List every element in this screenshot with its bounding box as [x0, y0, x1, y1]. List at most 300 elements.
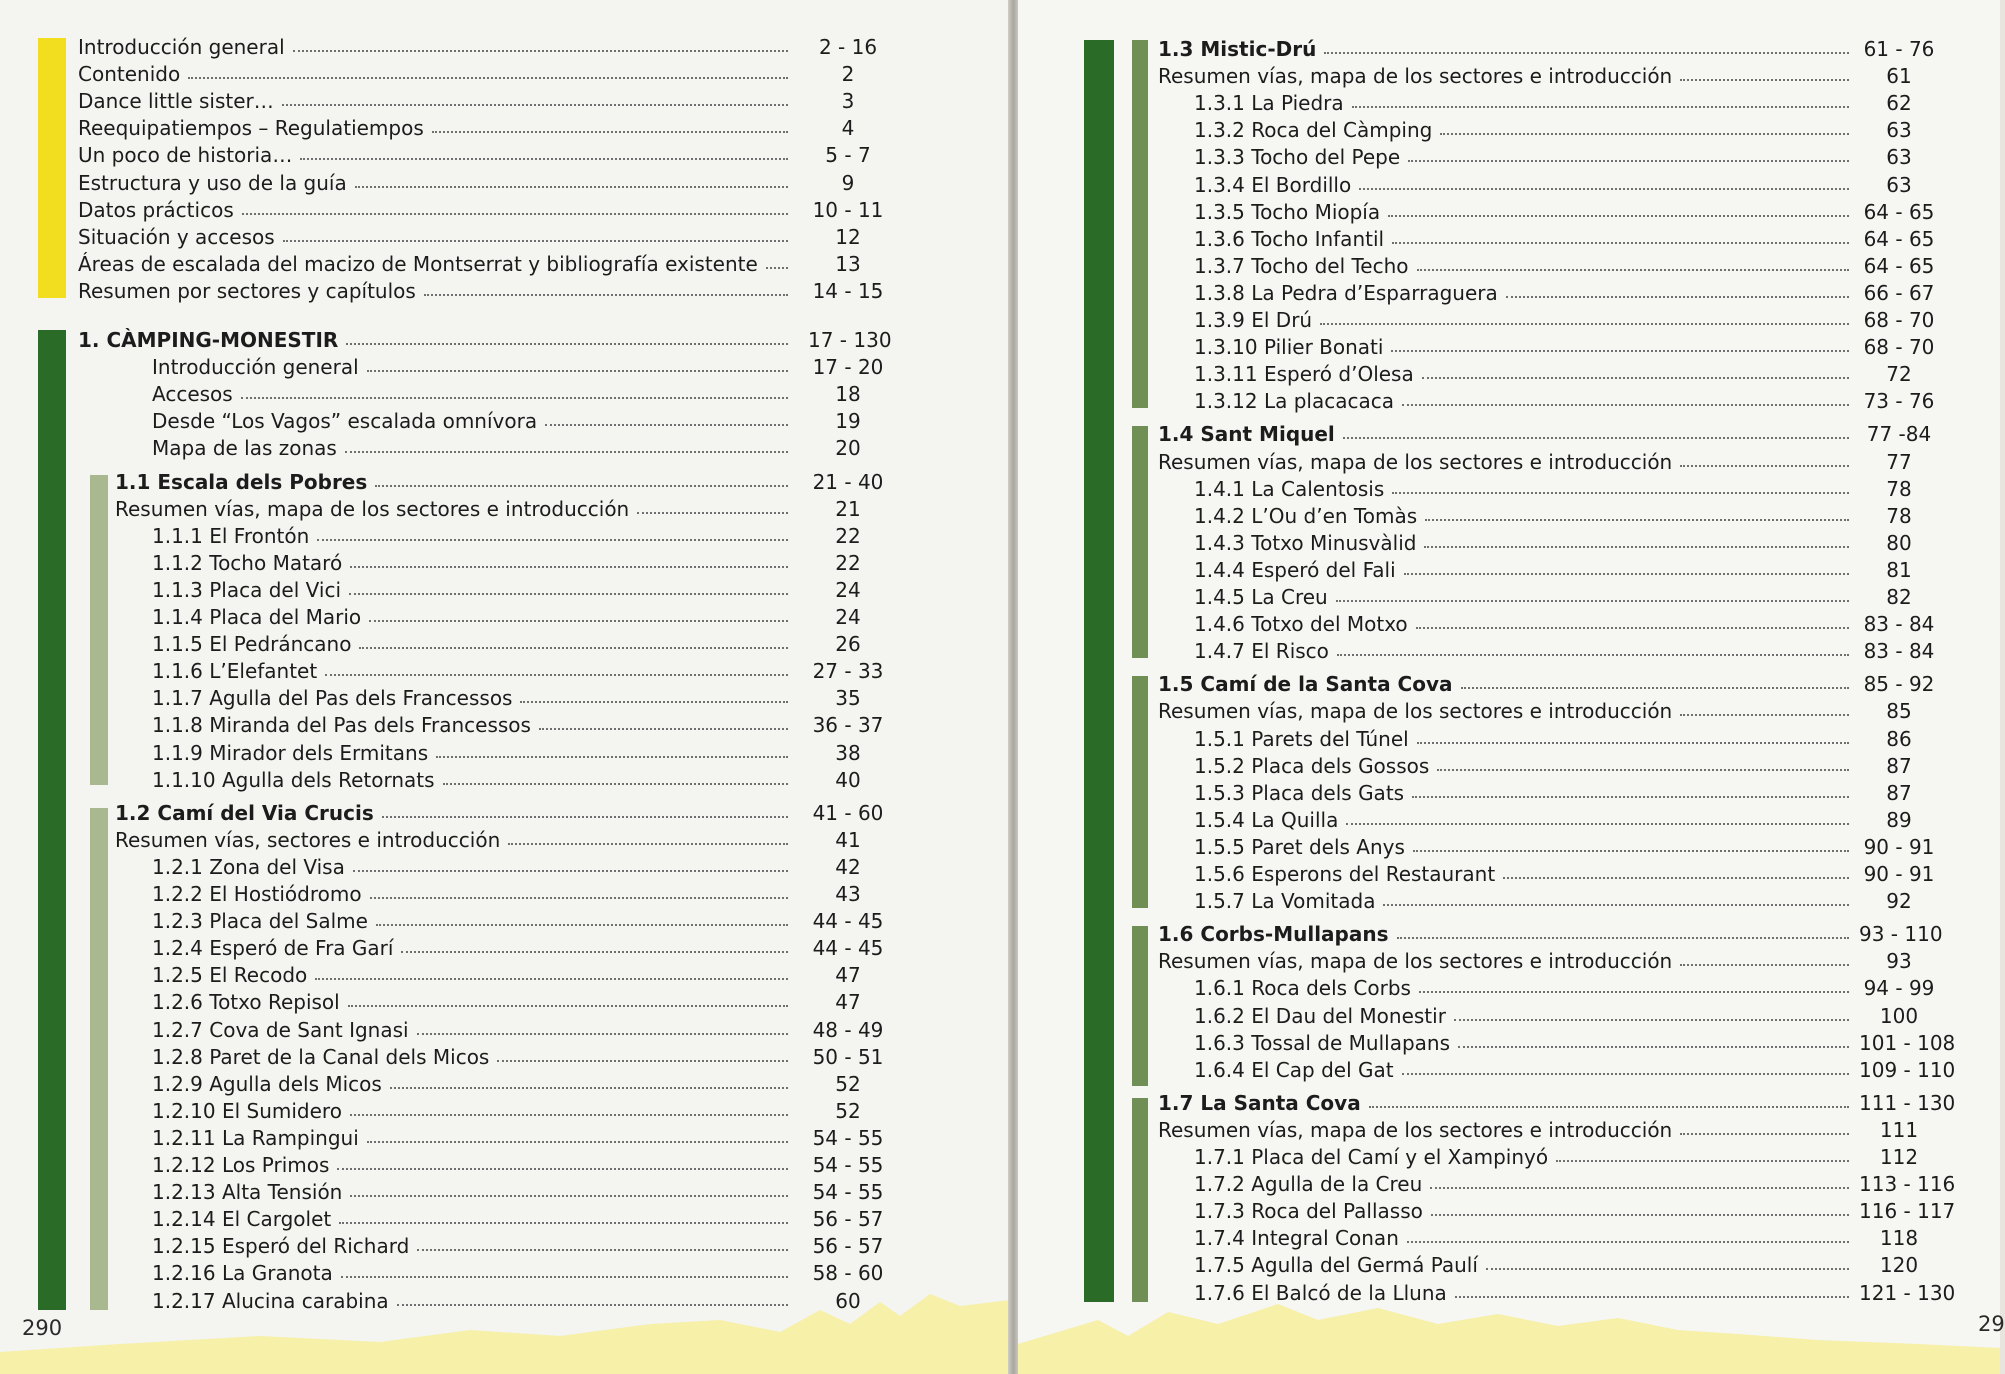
toc-entry — [1194, 474, 1912, 501]
toc-entry-page: 54 - 55 — [812, 1153, 884, 1177]
toc-entry-page: 109 - 110 — [1859, 1057, 1956, 1082]
toc-entry-page: 44 - 45 — [812, 936, 884, 961]
dot-leader — [1419, 979, 1849, 993]
dot-leader — [346, 331, 788, 345]
toc-entry-page: 112 — [1879, 1145, 1919, 1169]
dot-leader — [1425, 507, 1849, 521]
toc-entry-title: Contenido — [78, 62, 181, 87]
dot-leader — [300, 146, 788, 160]
toc-entry-title: 1.2.13 Alta Tensión — [152, 1180, 343, 1205]
toc-entry-title: Accesos — [152, 382, 233, 407]
toc-entry — [152, 575, 861, 602]
toc-entry — [1194, 1278, 1956, 1305]
toc-entry — [152, 738, 861, 765]
dot-leader — [1680, 67, 1849, 81]
toc-entry — [1194, 1223, 1919, 1251]
toc-entry-title: Resumen vías, mapa de los sectores e introducción — [1158, 64, 1673, 89]
toc-entry — [78, 168, 855, 195]
toc-entry-title: 1.2.16 La Granota — [152, 1261, 333, 1286]
toc-entry-title: 1.3.8 La Pedra d’Esparraguera — [1194, 280, 1498, 305]
dot-leader — [350, 554, 788, 568]
dot-leader — [1397, 925, 1850, 939]
toc-entry-title: Mapa de las zonas — [152, 436, 337, 461]
section-1-3-bar — [1132, 40, 1148, 408]
dot-leader — [359, 635, 788, 649]
toc-entry-title: 1.3.12 La placacaca — [1194, 389, 1394, 414]
toc-entry-title: 1.7.6 El Balcó de la Lluna — [1194, 1280, 1447, 1305]
toc-entry — [78, 276, 884, 303]
dot-leader — [293, 38, 788, 52]
toc-entry — [1194, 359, 1912, 387]
toc-entry-page: 63 — [1886, 172, 1912, 197]
toc-entry-title: 1.1.2 Tocho Mataró — [152, 550, 343, 575]
toc-entry-title: 1.3.5 Tocho Miopía — [1194, 199, 1381, 224]
dot-leader — [443, 771, 788, 785]
toc-entry-title: Introducción general — [152, 355, 359, 380]
dot-leader — [520, 689, 788, 703]
dot-leader — [350, 1102, 788, 1116]
toc-entry-page: 56 - 57 — [812, 1234, 884, 1259]
toc-entry-page: 90 - 91 — [1863, 834, 1935, 859]
dot-leader — [1413, 838, 1849, 852]
toc-entry — [1158, 34, 1935, 61]
toc-entry — [78, 32, 878, 59]
toc-entry-page: 101 - 108 — [1859, 1030, 1956, 1055]
toc-entry-title: 1.1.8 Miranda del Pas dels Francessos — [152, 713, 531, 738]
toc-entry — [1194, 778, 1912, 805]
toc-entry — [152, 1123, 884, 1150]
toc-entry — [1194, 973, 1935, 1001]
toc-entry — [1158, 447, 1912, 474]
toc-entry-page: 17 - 20 — [812, 355, 884, 380]
section-1-5-bar — [1132, 676, 1148, 908]
toc-entry-page: 63 — [1886, 118, 1912, 143]
dot-leader — [1407, 1229, 1849, 1243]
dot-leader — [1455, 1284, 1849, 1298]
toc-entry-page: 92 — [1886, 889, 1912, 914]
dot-leader — [637, 500, 788, 514]
toc-entry-title: 1.4.4 Esperó del Fali — [1194, 557, 1396, 582]
section-1-7-bar — [1132, 1098, 1148, 1302]
dot-leader — [1422, 365, 1849, 379]
toc-entry-page: 61 - 76 — [1863, 37, 1935, 61]
dot-leader — [1416, 615, 1849, 629]
toc-entry — [152, 602, 861, 629]
toc-entry — [152, 1177, 884, 1205]
toc-entry — [152, 1231, 884, 1259]
dot-leader — [1430, 1175, 1849, 1189]
toc-entry-page: 113 - 116 — [1859, 1172, 1956, 1197]
toc-entry — [1194, 886, 1912, 914]
toc-entry-page: 78 — [1886, 503, 1912, 528]
dot-leader — [1412, 784, 1849, 798]
toc-entry-title: 1.2.5 El Recodo — [152, 963, 308, 988]
toc-entry-title: 1.5.7 La Vomitada — [1194, 889, 1376, 914]
section-1-1-bar — [90, 475, 108, 785]
toc-entry-page: 40 — [835, 767, 861, 792]
toc-entry-page: 56 - 57 — [812, 1207, 884, 1232]
dot-leader — [283, 228, 788, 242]
toc-entry — [152, 683, 861, 711]
toc-entry — [152, 1286, 861, 1313]
toc-entry-title: 1.6.4 El Cap del Gat — [1194, 1057, 1394, 1082]
dot-leader — [315, 966, 788, 980]
toc-entry-title: Resumen vías, mapa de los sectores e introducción — [1158, 1117, 1673, 1142]
dot-leader — [417, 1237, 788, 1251]
dot-leader — [539, 716, 788, 730]
toc-entry — [1158, 696, 1912, 724]
toc-entry-title: Estructura y uso de la guía — [78, 170, 347, 195]
toc-entry-title: 1.1.5 El Pedráncano — [152, 632, 352, 657]
toc-entry-title: 1.2.3 Placa del Salme — [152, 909, 368, 934]
toc-entry — [152, 1069, 861, 1096]
toc-entry — [115, 494, 861, 521]
dot-leader — [348, 993, 788, 1007]
toc-entry-title: 1.3.2 Roca del Càmping — [1194, 118, 1433, 143]
toc-entry-page: 41 - 60 — [812, 800, 884, 825]
dot-leader — [417, 1021, 788, 1035]
toc-entry — [152, 933, 884, 961]
dot-leader — [1680, 453, 1849, 467]
toc-entry-title: 1.6 Corbs-Mullapans — [1158, 922, 1389, 947]
toc-entry-title: 1.3 Mistic-Drú — [1158, 37, 1317, 61]
toc-entry-page: 12 — [835, 224, 861, 249]
toc-entry-page: 64 - 65 — [1863, 226, 1935, 251]
dot-leader — [1324, 40, 1849, 54]
toc-entry — [1158, 419, 1932, 447]
dot-leader — [349, 581, 788, 595]
toc-entry-page: 21 — [835, 496, 861, 521]
toc-entry-title: Resumen por sectores y capítulos — [78, 278, 416, 303]
toc-entry-page: 41 — [835, 827, 861, 852]
toc-entry-title: 1.3.11 Esperó d’Olesa — [1194, 362, 1414, 387]
toc-entry-page: 66 - 67 — [1863, 280, 1935, 305]
right-page — [1018, 0, 2005, 1374]
toc-entry — [1194, 1028, 1956, 1055]
toc-entry-page: 83 - 84 — [1863, 639, 1935, 664]
dot-leader — [370, 885, 788, 899]
toc-entry — [152, 1150, 884, 1177]
dot-leader — [337, 1156, 788, 1170]
toc-entry-title: 1.5 Camí de la Santa Cova — [1158, 672, 1453, 697]
toc-entry-title: 1.5.1 Parets del Túnel — [1194, 726, 1409, 751]
dot-leader — [355, 174, 788, 188]
toc-entry-page: 68 - 70 — [1863, 335, 1935, 360]
section-1-4-bar — [1132, 426, 1148, 658]
toc-entry-page: 78 — [1886, 476, 1912, 501]
dot-leader — [1392, 480, 1849, 494]
dot-leader — [1458, 1034, 1849, 1048]
toc-entry-page: 93 — [1886, 949, 1912, 974]
toc-entry-page: 64 - 65 — [1863, 199, 1935, 224]
toc-entry — [1194, 278, 1935, 305]
toc-entry-title: 1.3.1 La Piedra — [1194, 91, 1344, 116]
toc-entry — [152, 656, 884, 684]
toc-entry-page: 72 — [1886, 362, 1912, 387]
toc-entry-title: 1.2.15 Esperó del Richard — [152, 1234, 410, 1259]
toc-entry-page: 2 — [841, 62, 855, 87]
toc-entry-page: 58 - 60 — [812, 1261, 884, 1286]
toc-entry-title: 1.3.10 Pilier Bonati — [1194, 335, 1384, 360]
toc-entry — [152, 1096, 861, 1123]
dot-leader — [375, 473, 788, 487]
toc-entry-title: 1.4 Sant Miquel — [1158, 422, 1335, 447]
toc-entry-title: 1.7.5 Agulla del Germá Paulí — [1194, 1253, 1478, 1278]
dot-leader — [1437, 757, 1849, 771]
dot-leader — [317, 527, 788, 541]
dot-leader — [369, 608, 788, 622]
toc-entry-title: Datos prácticos — [78, 197, 234, 222]
toc-entry — [1194, 1055, 1956, 1082]
toc-entry — [115, 467, 884, 494]
toc-entry-title: 1.5.5 Paret dels Anys — [1194, 834, 1405, 859]
toc-entry-title: Introducción general — [78, 35, 285, 59]
chapter-1-bar — [38, 330, 66, 1310]
dot-leader — [497, 1048, 788, 1062]
toc-entry-title: 1.2.2 El Hostiódromo — [152, 882, 362, 906]
toc-entry-page: 19 — [835, 409, 861, 434]
toc-entry-title: 1.7.3 Roca del Pallasso — [1194, 1199, 1423, 1224]
toc-entry-title: 1.3.3 Tocho del Pepe — [1194, 145, 1401, 170]
toc-entry-page: 90 - 91 — [1863, 862, 1935, 886]
toc-entry — [1194, 386, 1935, 414]
dot-leader — [1352, 94, 1849, 108]
toc-entry — [1158, 61, 1912, 89]
toc-entry-title: 1.3.4 El Bordillo — [1194, 172, 1352, 197]
page-number-right: 29 — [1978, 1312, 2005, 1336]
toc-entry-page: 10 - 11 — [812, 197, 884, 222]
toc-entry — [152, 1204, 884, 1232]
intro-section-bar — [38, 38, 66, 298]
toc-entry — [152, 960, 861, 988]
toc-entry-title: 1.2.12 Los Primos — [152, 1153, 330, 1177]
toc-entry — [1158, 1088, 1956, 1115]
toc-entry-title: 1.5.4 La Quilla — [1194, 807, 1339, 832]
toc-entry — [1194, 832, 1935, 859]
toc-entry-title: 1.6.3 Tossal de Mullapans — [1194, 1030, 1451, 1055]
toc-entry-title: 1.2.10 El Sumidero — [152, 1098, 342, 1123]
toc-entry-page: 87 — [1886, 780, 1912, 805]
toc-entry — [152, 1042, 884, 1069]
dot-leader — [401, 939, 788, 953]
toc-entry — [78, 325, 892, 352]
toc-entry-page: 2 - 16 — [818, 35, 878, 59]
toc-entry — [152, 710, 884, 738]
toc-entry-title: 1.1.4 Placa del Mario — [152, 605, 362, 629]
dot-leader — [1336, 588, 1849, 602]
toc-entry-title: 1.6.1 Roca dels Corbs — [1194, 976, 1411, 1001]
toc-entry — [1158, 946, 1912, 974]
toc-entry — [1194, 805, 1912, 832]
toc-entry-page: 121 - 130 — [1859, 1280, 1956, 1305]
toc-entry-page: 85 - 92 — [1863, 672, 1935, 697]
dot-leader — [1454, 1007, 1849, 1021]
toc-entry-title: Resumen vías, sectores e introducción — [115, 827, 501, 852]
toc-entry-title: Situación y accesos — [78, 224, 275, 249]
chapter-1-continued-bar — [1084, 40, 1114, 1302]
toc-entry — [152, 548, 861, 575]
toc-entry-title: 1.2 Camí del Via Crucis — [115, 800, 374, 825]
dot-leader — [1408, 148, 1849, 162]
toc-entry-page: 64 - 65 — [1863, 253, 1935, 278]
toc-entry-page: 20 — [835, 436, 861, 461]
toc-entry-page: 100 — [1879, 1003, 1919, 1028]
dot-leader — [1337, 642, 1849, 656]
dot-leader — [1402, 1061, 1849, 1075]
toc-entry-title: 1.2.9 Agulla dels Micos — [152, 1071, 382, 1096]
toc-entry — [1194, 609, 1935, 637]
page-number-left: 290 — [22, 1316, 63, 1340]
toc-entry-page: 5 - 7 — [825, 143, 871, 168]
toc-entry — [152, 433, 861, 461]
toc-entry-title: 1.6.2 El Dau del Monestir — [1194, 1003, 1446, 1028]
toc-entry-page: 93 - 110 — [1859, 922, 1943, 947]
toc-entry-page: 47 — [835, 963, 861, 988]
toc-entry — [1194, 170, 1912, 197]
toc-entry — [78, 140, 871, 168]
toc-entry-title: 1.3.7 Tocho del Techo — [1194, 253, 1409, 278]
dot-leader — [367, 358, 788, 372]
dot-leader — [367, 1129, 788, 1143]
toc-entry-title: 1.1.6 L’Elefantet — [152, 659, 318, 684]
toc-entry — [115, 825, 861, 852]
toc-entry-page: 24 — [835, 605, 861, 629]
section-1-2-bar — [90, 808, 108, 1310]
toc-entry-title: 1.4.3 Totxo Minusvàlid — [1194, 530, 1417, 555]
toc-entry — [1194, 142, 1912, 170]
toc-entry-page: 111 — [1879, 1117, 1919, 1142]
toc-entry — [152, 879, 861, 906]
dot-leader — [508, 831, 788, 845]
dot-leader — [1440, 121, 1849, 135]
toc-entry-page: 68 - 70 — [1863, 308, 1935, 332]
dot-leader — [1369, 1094, 1849, 1108]
dot-leader — [1320, 311, 1849, 325]
toc-entry — [78, 113, 855, 141]
dot-leader — [1680, 952, 1849, 966]
toc-entry — [78, 59, 855, 87]
toc-entry-title: Un poco de historia… — [78, 143, 293, 168]
toc-entry-page: 21 - 40 — [812, 469, 884, 494]
toc-entry — [1194, 115, 1912, 143]
dot-leader — [339, 1210, 788, 1224]
dot-leader — [390, 1075, 788, 1089]
toc-entry-page: 50 - 51 — [812, 1044, 884, 1069]
toc-entry-title: 1.7.1 Placa del Camí y el Xampinyó — [1194, 1145, 1549, 1169]
toc-entry — [152, 1015, 884, 1042]
dot-leader — [1388, 203, 1849, 217]
toc-entry — [1194, 224, 1935, 251]
dot-leader — [1402, 392, 1849, 406]
toc-entry — [78, 249, 861, 276]
toc-entry-title: Resumen vías, mapa de los sectores e introducción — [1158, 699, 1673, 724]
toc-entry-title: 1.1.9 Mirador dels Ermitans — [152, 740, 429, 765]
dot-leader — [1417, 730, 1849, 744]
toc-entry-page: 38 — [835, 740, 861, 765]
dot-leader — [242, 201, 788, 215]
toc-entry — [152, 629, 861, 657]
toc-entry-page: 63 — [1886, 145, 1912, 170]
toc-entry-page: 42 — [835, 854, 861, 879]
toc-entry-page: 26 — [835, 632, 861, 657]
toc-entry-page: 3 — [841, 89, 855, 114]
dot-leader — [1392, 230, 1849, 244]
toc-entry-title: 1.2.11 La Rampingui — [152, 1125, 359, 1150]
toc-entry-page: 87 — [1886, 753, 1912, 778]
toc-entry — [1194, 636, 1935, 664]
dot-leader — [1391, 338, 1849, 352]
toc-entry — [78, 222, 861, 249]
toc-entry-page: 77 -84 — [1866, 422, 1932, 447]
dot-leader — [1503, 865, 1849, 879]
dot-leader — [345, 439, 788, 453]
toc-entry-page: 83 - 84 — [1863, 612, 1935, 637]
toc-entry — [1194, 251, 1935, 278]
toc-entry-page: 48 - 49 — [812, 1017, 884, 1042]
toc-entry — [1158, 1115, 1919, 1142]
toc-entry-page: 17 - 130 — [808, 328, 892, 352]
toc-entry-page: 18 — [835, 382, 861, 407]
toc-entry-title: 1.3.9 El Drú — [1194, 308, 1313, 332]
toc-entry-title: 1.2.4 Esperó de Fra Garí — [152, 936, 394, 961]
toc-entry-title: 1.7.2 Agulla de la Creu — [1194, 1172, 1423, 1197]
toc-entry-title: Dance little sister… — [78, 89, 274, 114]
dot-leader — [1417, 257, 1849, 271]
dot-leader — [1431, 1202, 1849, 1216]
toc-entry-page: 80 — [1886, 530, 1912, 555]
toc-entry — [152, 521, 861, 548]
toc-entry-page: 13 — [835, 251, 861, 276]
toc-entry-page: 73 - 76 — [1863, 389, 1935, 414]
toc-entry-page: 120 — [1879, 1253, 1919, 1278]
section-1-6-bar — [1132, 926, 1148, 1086]
toc-entry-title: 1.4.2 L’Ou d’en Tomàs — [1194, 503, 1418, 528]
toc-entry — [1194, 724, 1912, 751]
toc-entry-page: 4 — [841, 116, 855, 141]
toc-entry-page: 86 — [1886, 726, 1912, 751]
toc-entry — [1158, 669, 1935, 697]
toc-entry-page: 116 - 117 — [1859, 1199, 1956, 1224]
toc-entry-title: 1.2.14 El Cargolet — [152, 1207, 332, 1232]
dot-leader — [241, 385, 788, 399]
toc-entry — [1194, 1196, 1956, 1224]
toc-entry — [78, 195, 884, 222]
dot-leader — [325, 662, 788, 676]
dot-leader — [353, 858, 788, 872]
toc-entry — [1158, 919, 1943, 947]
toc-entry-title: 1.1.3 Placa del Vici — [152, 577, 341, 602]
toc-entry — [152, 352, 884, 380]
toc-entry-page: 77 — [1886, 449, 1912, 474]
dot-leader — [382, 804, 788, 818]
toc-entry-page: 35 — [835, 686, 861, 711]
toc-entry-page: 62 — [1886, 91, 1912, 116]
toc-entry-title: 1.7 La Santa Cova — [1158, 1090, 1361, 1115]
toc-entry — [1194, 859, 1935, 886]
toc-entry-page: 82 — [1886, 585, 1912, 609]
dot-leader — [1680, 702, 1849, 716]
toc-entry-title: 1.5.6 Esperons del Restaurant — [1194, 862, 1496, 886]
toc-entry-page: 81 — [1886, 557, 1912, 582]
toc-entry-page: 24 — [835, 577, 861, 602]
toc-entry — [78, 86, 855, 114]
dot-leader — [1343, 425, 1849, 439]
toc-entry-page: 89 — [1886, 807, 1912, 832]
toc-entry-title: 1.2.7 Cova de Sant Ignasi — [152, 1017, 409, 1042]
toc-entry-title: Resumen vías, mapa de los sectores e introducción — [1158, 949, 1673, 974]
toc-entry-page: 14 - 15 — [812, 278, 884, 303]
toc-entry — [152, 1258, 884, 1286]
